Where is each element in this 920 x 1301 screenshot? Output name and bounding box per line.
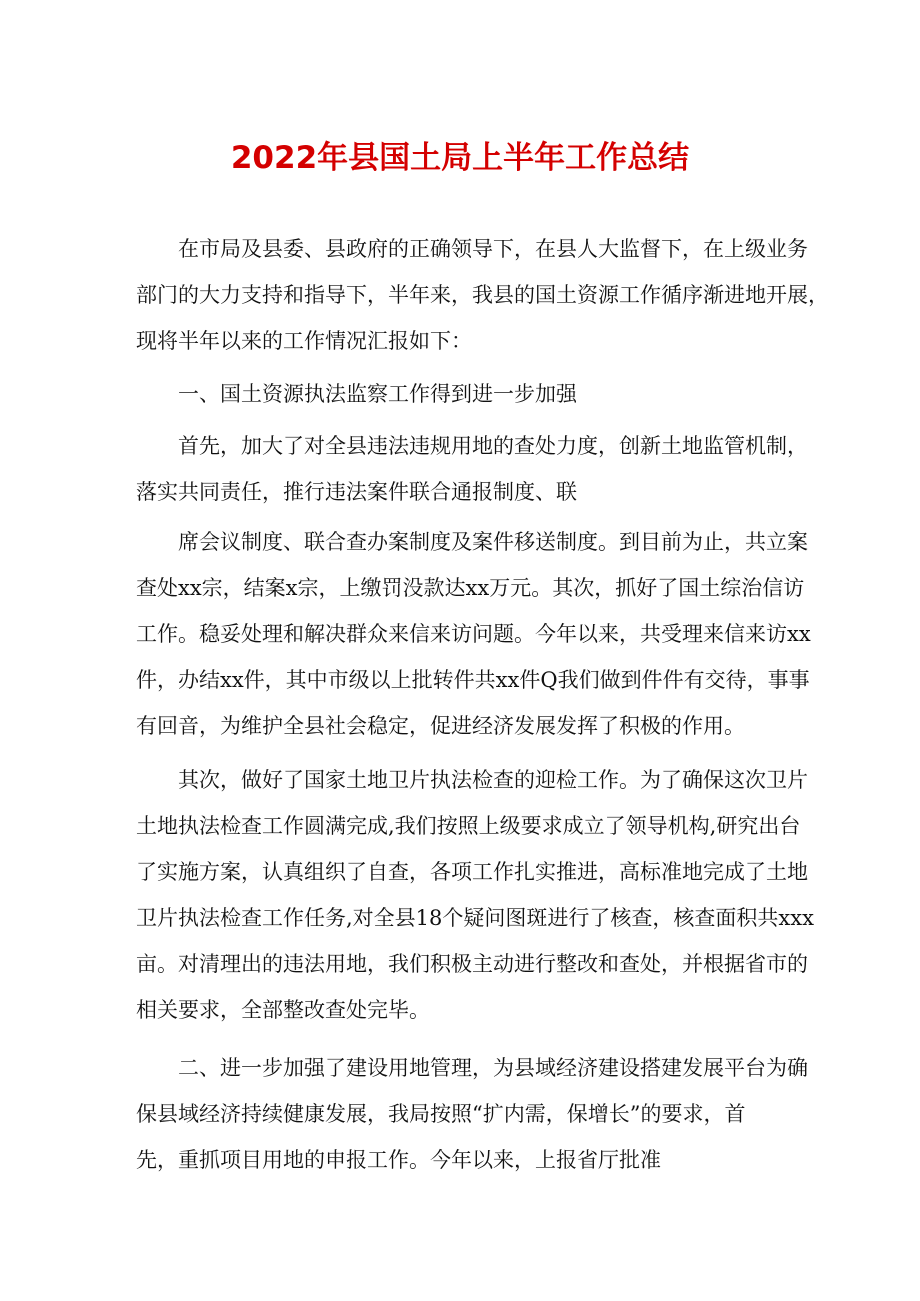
text-line: 卫片执法检查工作任务,对全县18个疑问图斑进行了核查，核查面积共xxx bbox=[136, 906, 814, 930]
text-line: 落实共同责任，推行违法案件联合通报制度、联 bbox=[136, 480, 577, 504]
text-line: 土地执法检查工作圆满完成,我们按照上级要求成立了领导机构,研究出台 bbox=[136, 814, 801, 838]
text-line: 件，办结xx件，其中市级以上批转件共xx件Q我们做到件件有交待，事事 bbox=[136, 668, 810, 692]
text-line: 亩。对清理出的违法用地，我们积极主动进行整改和查处，并根据省市的 bbox=[136, 952, 808, 976]
section-heading-1 bbox=[136, 371, 796, 417]
paragraph-satellite-inspection bbox=[136, 757, 814, 1033]
text-line: 了实施方案，认真组织了自查，各项工作扎实推进，高标准地完成了土地 bbox=[136, 860, 808, 884]
paragraph-cases bbox=[136, 519, 811, 749]
document-title: 2022年县国土局上半年工作总结 bbox=[230, 140, 690, 176]
text-line: 先，重抓项目用地的申报工作。今年以来，上报省厅批准 bbox=[136, 1148, 661, 1172]
text-line: 部门的大力支持和指导下，半年来，我县的国土资源工作循序渐进地开展， bbox=[136, 283, 829, 307]
text-line: 二、进一步加强了建设用地管理，为县域经济建设搭建发展平台为确 bbox=[178, 1056, 808, 1080]
paragraph-land-management bbox=[136, 1045, 808, 1183]
paragraph-enforcement bbox=[136, 423, 808, 515]
paragraph-intro bbox=[136, 226, 829, 364]
text-line: 工作。稳妥处理和解决群众来信来访问题。今年以来，共受理来信来访xx bbox=[136, 622, 811, 646]
text-line: 现将半年以来的工作情况汇报如下： bbox=[136, 329, 472, 353]
text-line: 查处xx宗，结案x宗，上缴罚没款达xx万元。其次，抓好了国土综治信访 bbox=[136, 576, 805, 600]
text-line: 相关要求，全部整改查处完毕。 bbox=[136, 998, 430, 1022]
text-line: 席会议制度、联合查办案制度及案件移送制度。到目前为止，共立案 bbox=[178, 530, 808, 554]
text-line: 保县域经济持续健康发展，我局按照“扩内需，保增长”的要求，首 bbox=[136, 1102, 746, 1126]
text-line: 有回音，为维护全县社会稳定，促进经济发展发挥了积极的作用。 bbox=[136, 714, 745, 738]
text-line: 在市局及县委、县政府的正确领导下，在县人大监督下，在上级业务 bbox=[178, 237, 808, 261]
text-line: 一、国土资源执法监察工作得到进一步加强 bbox=[178, 382, 577, 406]
text-line: 首先，加大了对全县违法违规用地的查处力度，创新土地监管机制， bbox=[178, 434, 808, 458]
text-line: 其次，做好了国家土地卫片执法检查的迎检工作。为了确保这次卫片 bbox=[178, 768, 808, 792]
